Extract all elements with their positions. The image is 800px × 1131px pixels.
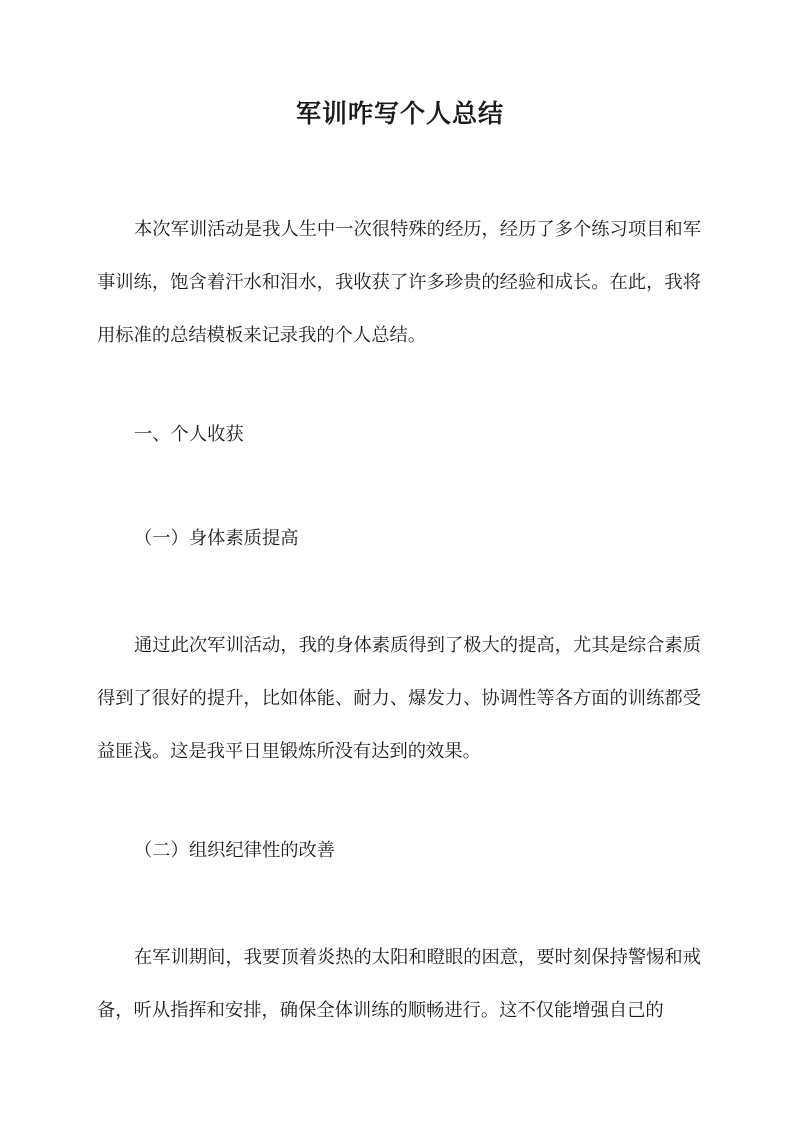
document-title: 军训咋写个人总结 xyxy=(295,99,504,128)
discipline-paragraph: 在军训期间，我要顶着炎热的太阳和瞪眼的困意，要时刻保持警惕和戒备，听从指挥和安排，确保全体训练的顺畅进行。这不仅能增强自己的 xyxy=(97,947,701,1021)
intro-paragraph: 本次军训活动是我人生中一次很特殊的经历，经历了多个练习项目和军事训练，饱含着汗水和泪水，我收获了许多珍贵的经验和成长。在此，我将用标准的总结模板来记录我的个人总结。 xyxy=(97,219,701,346)
subsection-heading-discipline: （二）组织纪律性的改善 xyxy=(134,840,336,861)
section-heading-personal-gains: 一、个人收获 xyxy=(134,424,244,445)
subsection-heading-physical-fitness: （一）身体素质提高 xyxy=(134,528,299,549)
physical-fitness-paragraph: 通过此次军训活动，我的身体素质得到了极大的提高，尤其是综合素质得到了很好的提升，比如体能、耐力、爆发力、协调性等各方面的训练都受益匪浅。这是我平日里锻炼所没有达到的效果。 xyxy=(97,635,701,762)
